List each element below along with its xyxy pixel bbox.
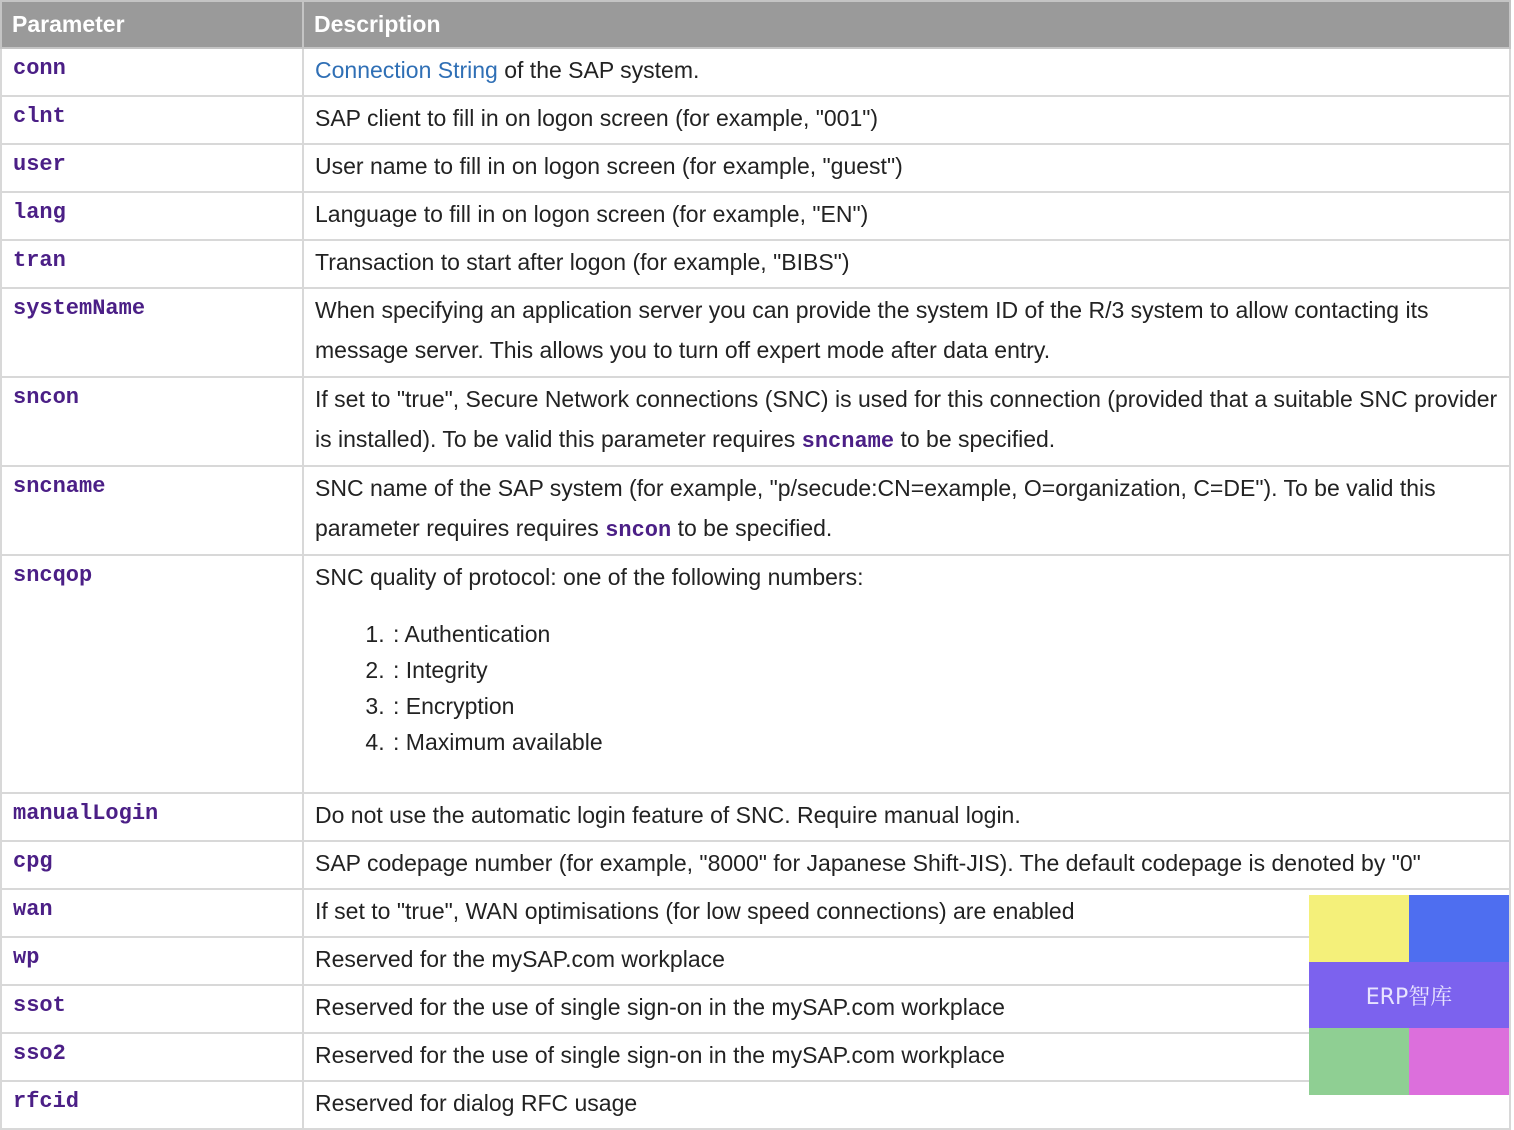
param-name: clnt bbox=[1, 96, 303, 144]
param-description: User name to fill in on logon screen (for example, "guest") bbox=[303, 144, 1510, 192]
table-row bbox=[1, 288, 1510, 377]
param-name: wan bbox=[1, 889, 303, 937]
param-name: cpg bbox=[1, 841, 303, 889]
table-row bbox=[1, 192, 1510, 240]
param-name: wp bbox=[1, 937, 303, 985]
param-description: SNC name of the SAP system (for example, "p/secude:CN=example, O=organization, C=DE"). To be valid this parameter requires requires sncon to be specified. bbox=[303, 466, 1510, 555]
qop-list bbox=[315, 616, 1499, 760]
table-row bbox=[1, 240, 1510, 288]
param-description: If set to "true", WAN optimisations (for low speed connections) are enabled bbox=[303, 889, 1510, 937]
param-description: Reserved for the use of single sign-on in the mySAP.com workplace bbox=[303, 1033, 1510, 1081]
list-item: 3. : Encryption bbox=[391, 688, 1499, 724]
param-description: Reserved for dialog RFC usage bbox=[303, 1081, 1510, 1129]
param-name: manualLogin bbox=[1, 793, 303, 841]
param-description: Language to fill in on logon screen (for example, "EN") bbox=[303, 192, 1510, 240]
param-name: tran bbox=[1, 240, 303, 288]
param-description: Do not use the automatic login feature of SNC. Require manual login. bbox=[303, 793, 1510, 841]
table-row bbox=[1, 1081, 1510, 1129]
table-row bbox=[1, 841, 1510, 889]
param-name: user bbox=[1, 144, 303, 192]
inline-code-sncon: sncon bbox=[605, 518, 672, 543]
table-row bbox=[1, 144, 1510, 192]
table-header-row bbox=[1, 1, 1510, 48]
param-name: sso2 bbox=[1, 1033, 303, 1081]
param-name: sncqop bbox=[1, 555, 303, 793]
connection-string-link[interactable]: Connection String bbox=[315, 57, 498, 83]
param-name: ssot bbox=[1, 985, 303, 1033]
list-item: 2. : Integrity bbox=[391, 652, 1499, 688]
param-description: When specifying an application server you can provide the system ID of the R/3 system to allow contacting its message server. This allows you to turn off expert mode after data entry. bbox=[303, 288, 1510, 377]
param-description: Reserved for the use of single sign-on in the mySAP.com workplace bbox=[303, 985, 1510, 1033]
inline-code-sncname: sncname bbox=[801, 429, 895, 454]
table-row bbox=[1, 889, 1510, 937]
param-name: lang bbox=[1, 192, 303, 240]
table-row bbox=[1, 1033, 1510, 1081]
param-description: If set to "true", Secure Network connections (SNC) is used for this connection (provided that a suitable SNC provider is installed). To be valid this parameter requires sncname to be specified. bbox=[303, 377, 1510, 466]
table-row bbox=[1, 96, 1510, 144]
param-name: rfcid bbox=[1, 1081, 303, 1129]
param-name: conn bbox=[1, 48, 303, 96]
list-item: 4. : Maximum available bbox=[391, 724, 1499, 760]
table-row bbox=[1, 937, 1510, 985]
param-description: SAP client to fill in on logon screen (for example, "001") bbox=[303, 96, 1510, 144]
list-item: 1. : Authentication bbox=[391, 616, 1499, 652]
table-row bbox=[1, 793, 1510, 841]
table-row bbox=[1, 377, 1510, 466]
param-description: Reserved for the mySAP.com workplace bbox=[303, 937, 1510, 985]
table-row bbox=[1, 555, 1510, 793]
header-description: Description bbox=[303, 1, 1510, 48]
table-row bbox=[1, 466, 1510, 555]
param-description: Connection String of the SAP system. bbox=[303, 48, 1510, 96]
watermark-logo bbox=[1309, 895, 1509, 1095]
header-parameter: Parameter bbox=[1, 1, 303, 48]
param-description: Transaction to start after logon (for example, "BIBS") bbox=[303, 240, 1510, 288]
param-description: SNC quality of protocol: one of the following numbers: 1. : Authentication 2. : Integrity 3. : Encryption 4. : Maximum available bbox=[303, 555, 1510, 793]
param-description: SAP codepage number (for example, "8000" for Japanese Shift-JIS). The default codepage is denoted by "0" bbox=[303, 841, 1510, 889]
param-name: sncon bbox=[1, 377, 303, 466]
table-row bbox=[1, 48, 1510, 96]
watermark-text: ERP智库 bbox=[1309, 962, 1509, 1028]
param-name: sncname bbox=[1, 466, 303, 555]
table-row bbox=[1, 985, 1510, 1033]
param-name: systemName bbox=[1, 288, 303, 377]
